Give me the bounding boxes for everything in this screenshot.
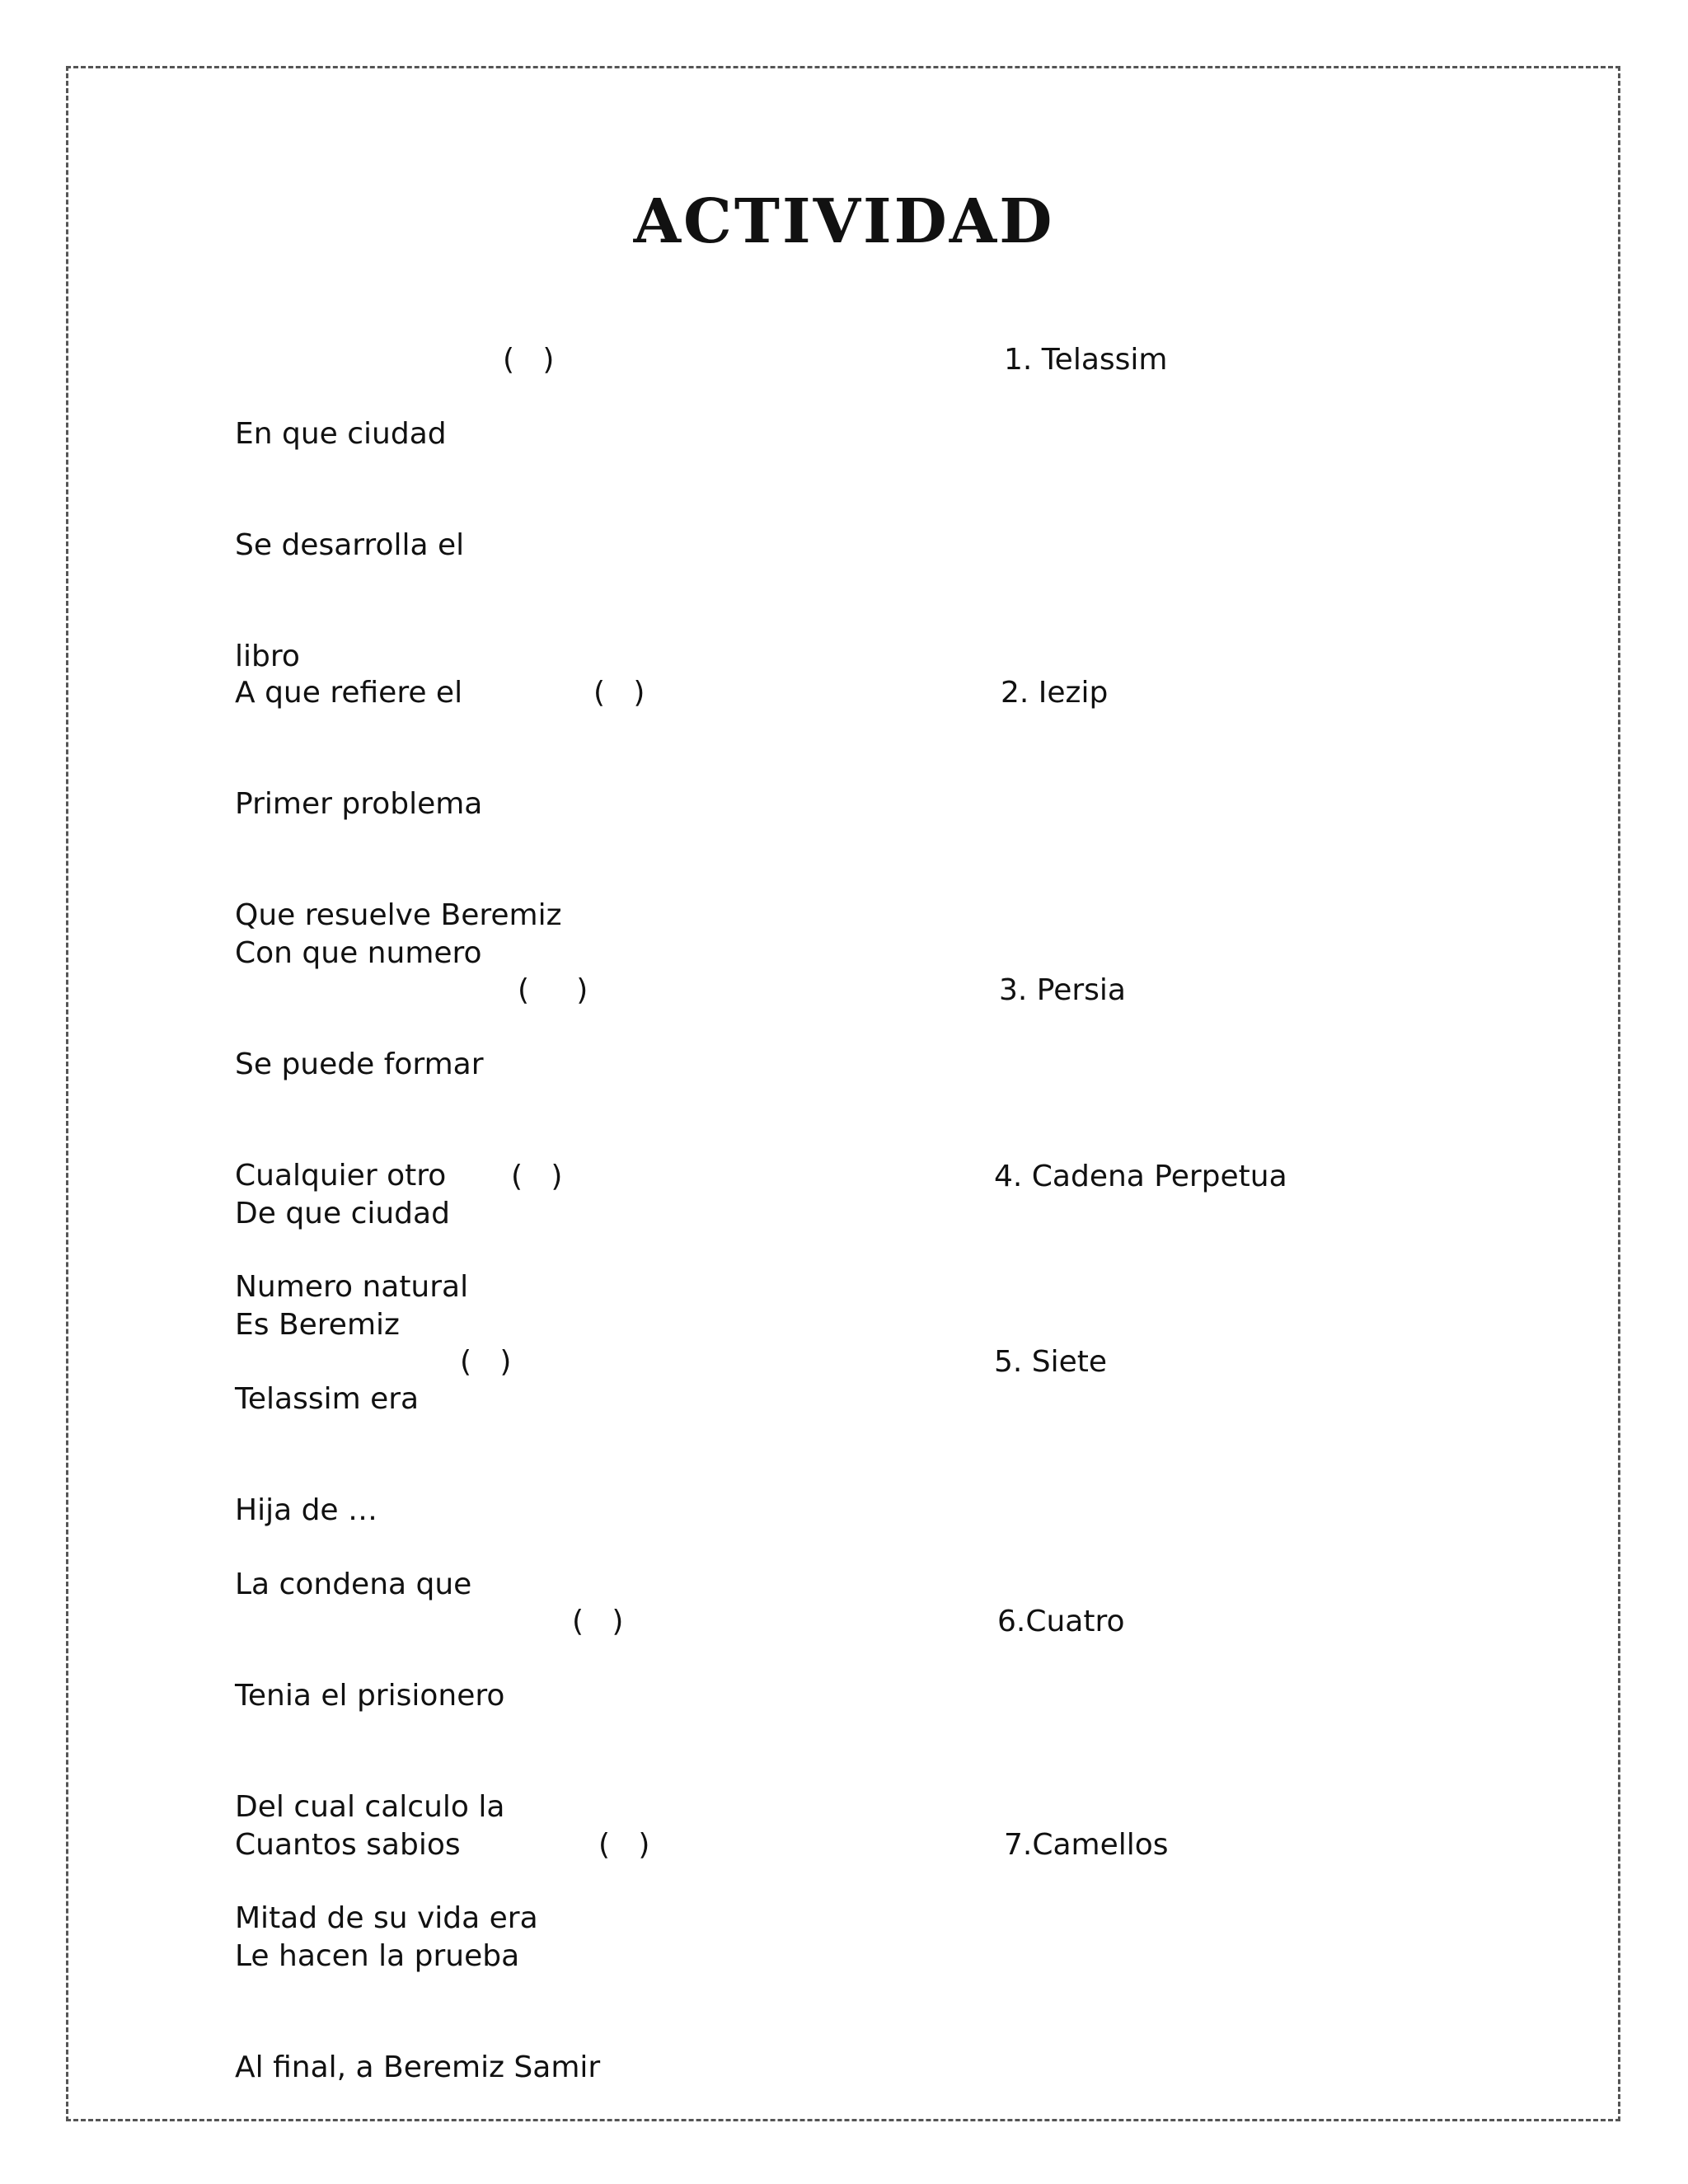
- answer-blank-2[interactable]: ( ): [593, 676, 645, 710]
- answer-blank-7[interactable]: ( ): [598, 1828, 650, 1862]
- question-line: Hija de …: [235, 1493, 378, 1527]
- question-line: libro: [235, 640, 300, 673]
- option-1: 1. Telassim: [1004, 343, 1168, 377]
- question-line: Telassim era: [235, 1382, 420, 1416]
- question-7: [235, 1752, 600, 2123]
- question-line: Mitad de su vida era: [235, 1901, 538, 1935]
- question-line: Se desarrolla el: [235, 528, 465, 562]
- question-line: Que resuelve Beremiz: [235, 898, 562, 932]
- option-5: 5. Siete: [994, 1345, 1108, 1379]
- question-line: La condena que: [235, 1568, 472, 1601]
- question-line: A que refiere el: [235, 676, 463, 710]
- question-line: De que ciudad: [235, 1197, 450, 1230]
- page-title: ACTIVIDAD: [633, 186, 1055, 257]
- question-line: Se puede formar: [235, 1047, 484, 1081]
- option-7: 7.Camellos: [1004, 1828, 1169, 1862]
- question-line: Numero natural: [235, 1270, 469, 1304]
- option-2: 2. Iezip: [1001, 676, 1109, 710]
- question-line: Le hacen la prueba: [235, 1939, 520, 1973]
- question-line: Al final, a Beremiz Samir: [235, 2050, 601, 2084]
- option-4: 4. Cadena Perpetua: [994, 1160, 1287, 1193]
- answer-blank-1[interactable]: ( ): [503, 343, 555, 377]
- question-line: Primer problema: [235, 787, 483, 821]
- option-6: 6.Cuatro: [997, 1605, 1125, 1638]
- answer-blank-6[interactable]: ( ): [572, 1605, 624, 1638]
- question-line: En que ciudad: [235, 417, 447, 451]
- question-line: Cualquier otro: [235, 1159, 447, 1193]
- answer-blank-3[interactable]: ( ): [518, 973, 588, 1007]
- answer-blank-4[interactable]: ( ): [511, 1160, 563, 1193]
- question-line: Tenia el prisionero: [235, 1679, 505, 1713]
- question-line: Con que numero: [235, 936, 482, 970]
- question-line: Del cual calculo la: [235, 1790, 505, 1824]
- option-3: 3. Persia: [999, 973, 1126, 1007]
- question-line: Es Beremiz: [235, 1308, 400, 1342]
- answer-blank-5[interactable]: ( ): [460, 1345, 512, 1379]
- question-line: Cuantos sabios: [235, 1828, 461, 1862]
